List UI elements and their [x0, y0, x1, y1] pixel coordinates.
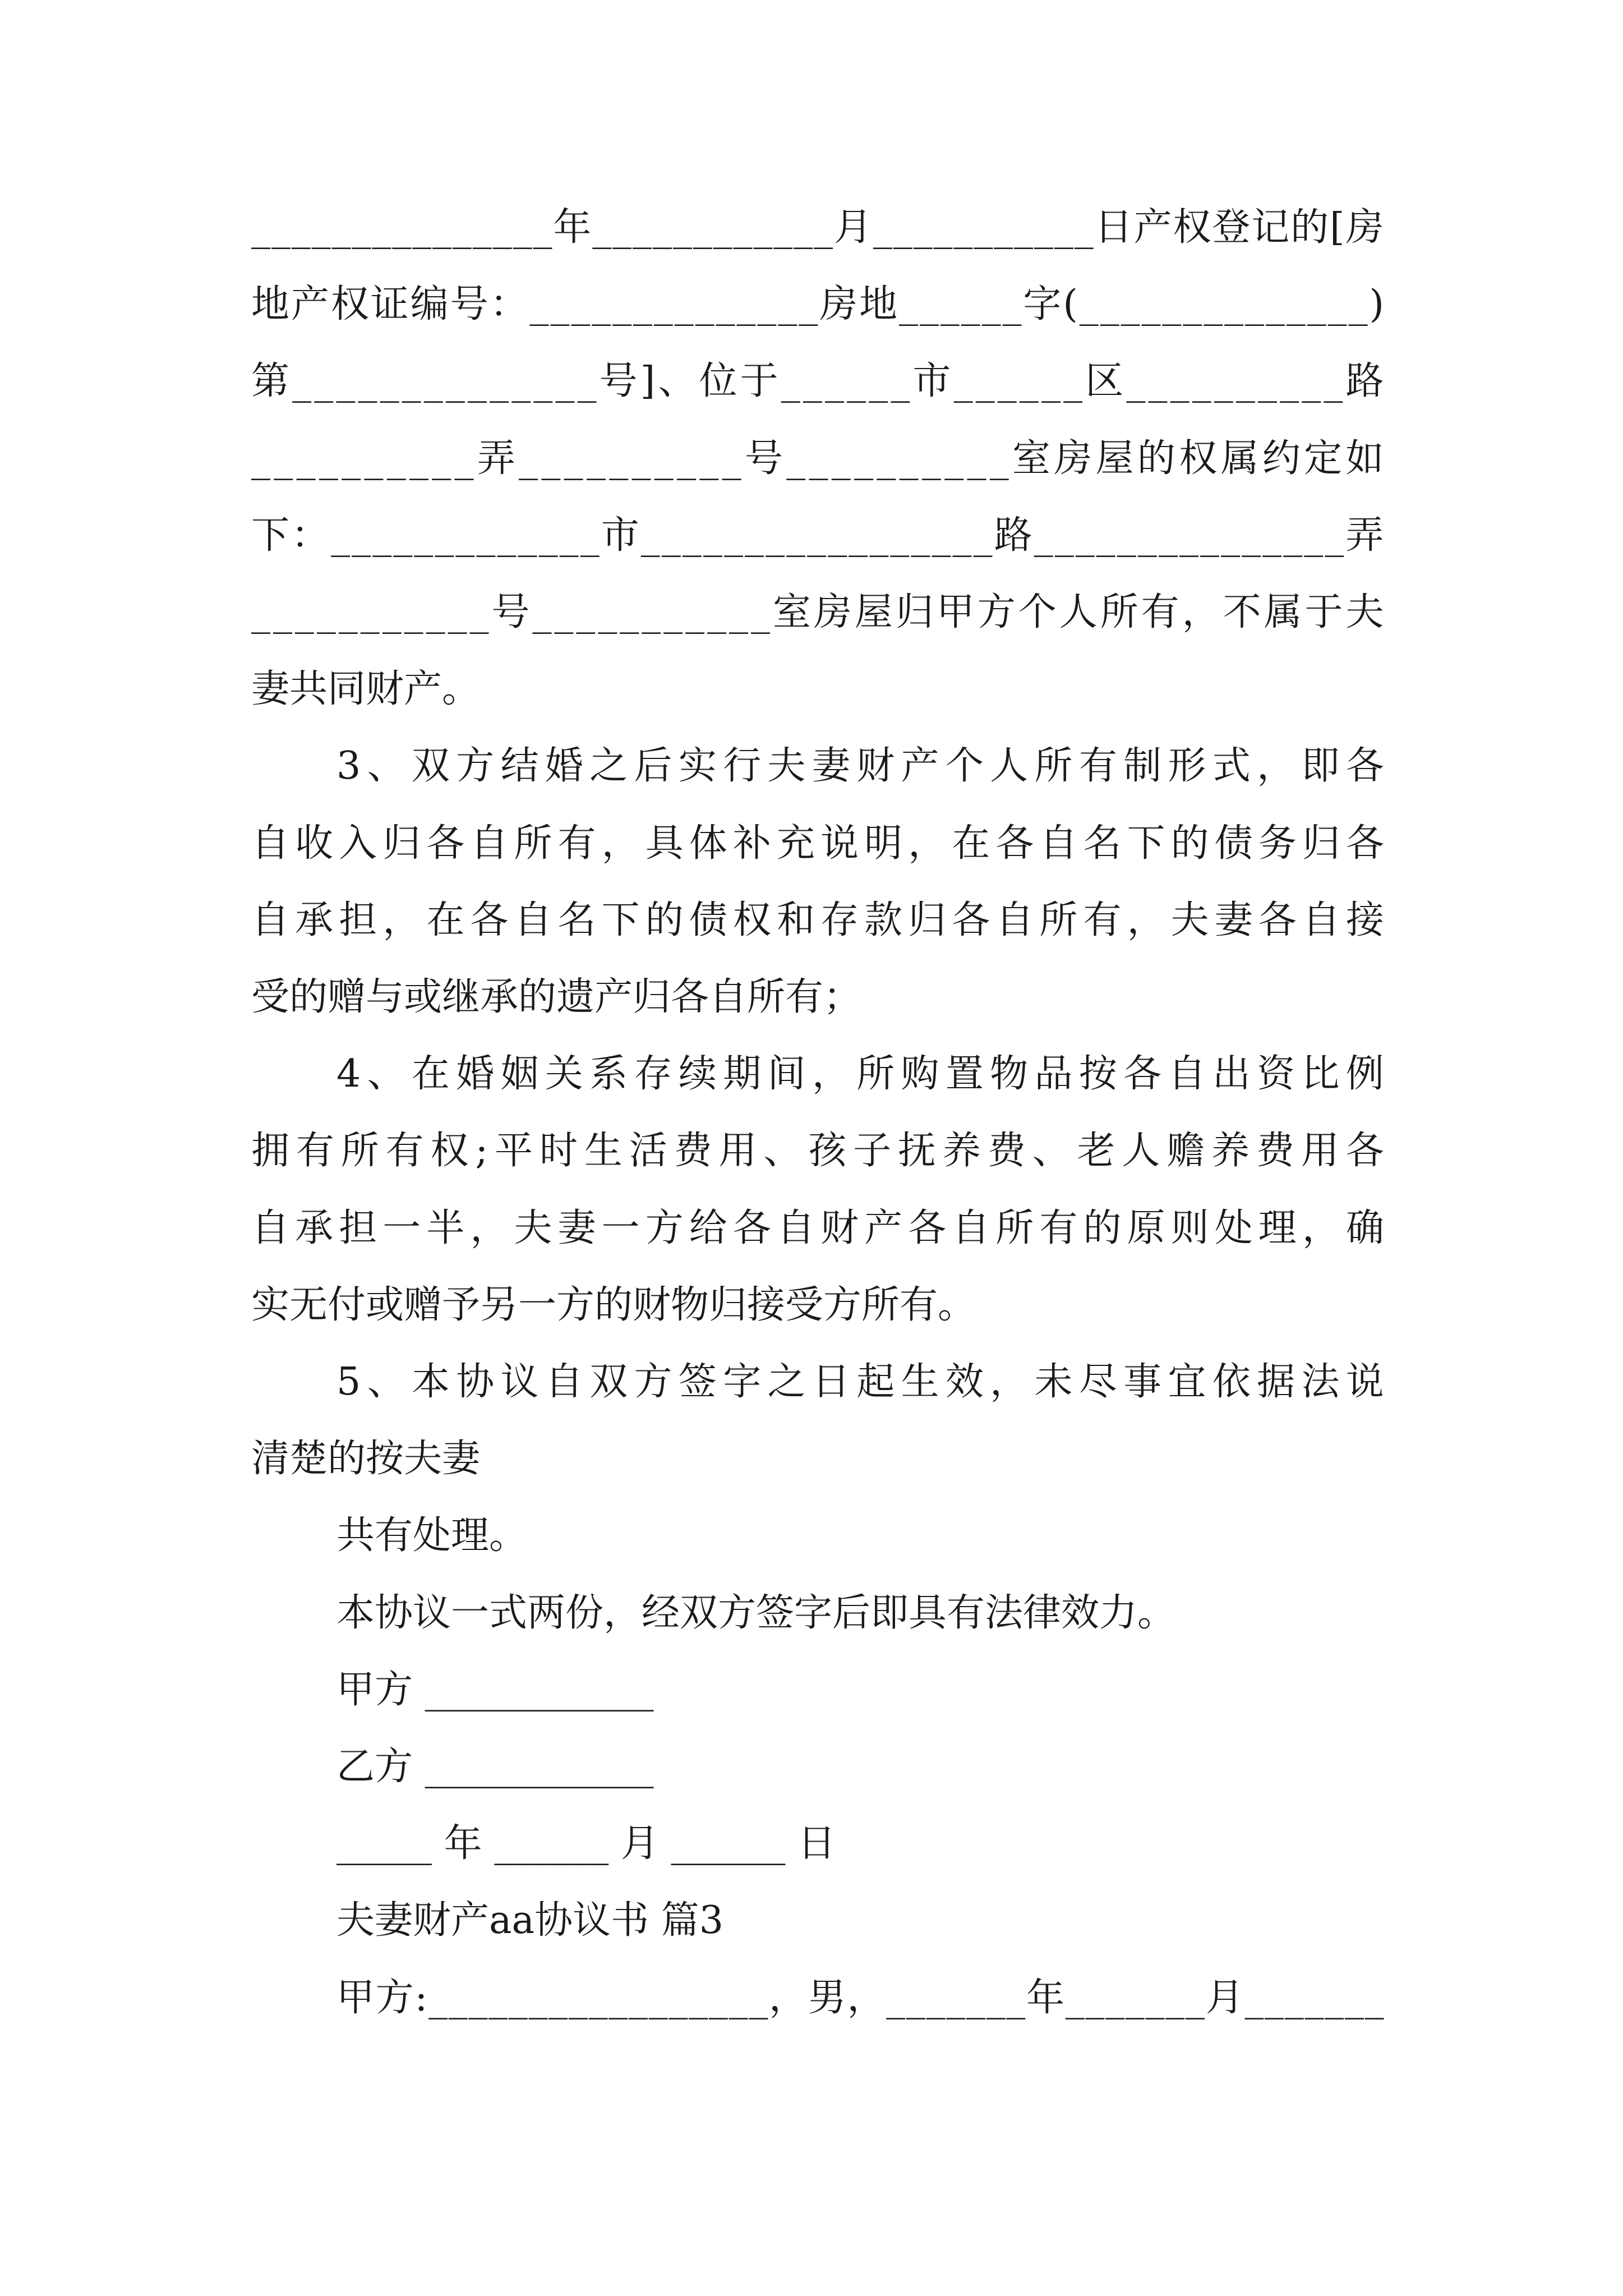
document-line — [336, 1571, 1384, 1635]
document-line-text: 夫妻财产aa协议书 篇3 — [336, 1898, 723, 1943]
document-line — [336, 1878, 1384, 1943]
document-line: _ _ _ _ _ _ _ _ _ _ _ _ _ _ _ 年 _ _ _ _ _ _ _ _ _ _ _ _ 月 _ _ _ _ _ _ _ _ _ _ _ 日 产 权 登 记 的 [ 房 — [251, 205, 1384, 250]
document-line-text: 乙方 ____________ — [336, 1745, 654, 1789]
document-line-text: 清楚的按夫妻 — [251, 1437, 481, 1481]
document-line — [251, 647, 1384, 712]
document-line: 甲 方 : _ _ _ _ _ _ _ _ _ _ _ _ _ _ _ _ _ ， 男 ， _ _ _ _ _ _ _ 年 _ _ _ _ _ _ _ 月 _ _ _ _ _ _ _ — [336, 1975, 1384, 2020]
document-line: 自 收 入 归 各 自 所 有 ， 具 体 补 充 说 明 ， 在 各 自 名 下 的 债 务 归 各 — [251, 821, 1384, 866]
document-line: 下 ： _ _ _ _ _ _ _ _ _ _ _ _ _ 市 _ _ _ _ _ _ _ _ _ _ _ _ _ _ _ _ _ 路 _ _ _ _ _ _ _ _ _ _ _ _ _ _ _ 弄 — [251, 513, 1384, 558]
document-line: 地 产 权 证 编 号 ： _ _ _ _ _ _ _ _ _ _ _ _ _ _ 房 地 _ _ _ _ _ _ 字 ( _ _ _ _ _ _ _ _ _ _ _ _ _ _ ) — [251, 282, 1384, 327]
document-line: 自 承 担 ， 在 各 自 名 下 的 债 权 和 存 款 归 各 自 所 有 ， 夫 妻 各 自 接 — [251, 898, 1384, 942]
document-line — [251, 1416, 1384, 1481]
document-line — [336, 1801, 1384, 1866]
document-line-text: 受的赠与或继承的遗产归各自所有； — [251, 975, 862, 1019]
document-line — [336, 1724, 1384, 1789]
document-line — [251, 1263, 1384, 1327]
document-line: _ _ _ _ _ _ _ _ _ _ _ 号 _ _ _ _ _ _ _ _ _ _ _ 室 房 屋 归 甲 方 个 人 所 有 ， 不 属 于 夫 — [251, 590, 1384, 634]
document-line-text: 本协议一式两份，经双方签字后即具有法律效力。 — [336, 1590, 1176, 1635]
document-line-text: 妻共同财产。 — [251, 667, 481, 712]
document-line: 拥 有 所 有 权 ; 平 时 生 活 费 用 、 孩 子 抚 养 费 、 老 人 赡 养 费 用 各 — [251, 1129, 1384, 1174]
document-line: 3 、 双 方 结 婚 之 后 实 行 夫 妻 财 产 个 人 所 有 制 形 式 ， 即 各 — [336, 744, 1384, 789]
document-line-text: 实无付或赠予另一方的财物归接受方所有。 — [251, 1282, 976, 1327]
document-line: 自 承 担 一 半 ， 夫 妻 一 方 给 各 自 财 产 各 自 所 有 的 原 则 处 理 ， 确 — [251, 1205, 1384, 1250]
document-line — [336, 1493, 1384, 1558]
document-line-text: _____ 年 ______ 月 ______ 日 — [336, 1821, 836, 1866]
document-line: _ _ _ _ _ _ _ _ _ _ 弄 _ _ _ _ _ _ _ _ _ _ 号 _ _ _ _ _ _ _ _ _ _ 室 房 屋 的 权 属 约 定 如 — [251, 436, 1384, 481]
document-line: 4 、 在 婚 姻 关 系 存 续 期 间 ， 所 购 置 物 品 按 各 自 出 资 比 例 — [336, 1052, 1384, 1097]
document-line-text: 甲方 ____________ — [336, 1667, 654, 1712]
document-line — [251, 955, 1384, 1019]
document-line — [336, 1648, 1384, 1712]
document-line: 5 、 本 协 议 自 双 方 签 字 之 日 起 生 效 ， 未 尽 事 宜 依 据 法 说 — [336, 1360, 1384, 1404]
document-line: 第 _ _ _ _ _ _ _ _ _ _ _ _ _ _ 号 ] 、 位 于 _ _ _ _ _ _ 市 _ _ _ _ _ _ 区 _ _ _ _ _ _ _ _ _ _ 路 — [251, 359, 1384, 404]
document-line-text: 共有处理。 — [336, 1513, 528, 1558]
